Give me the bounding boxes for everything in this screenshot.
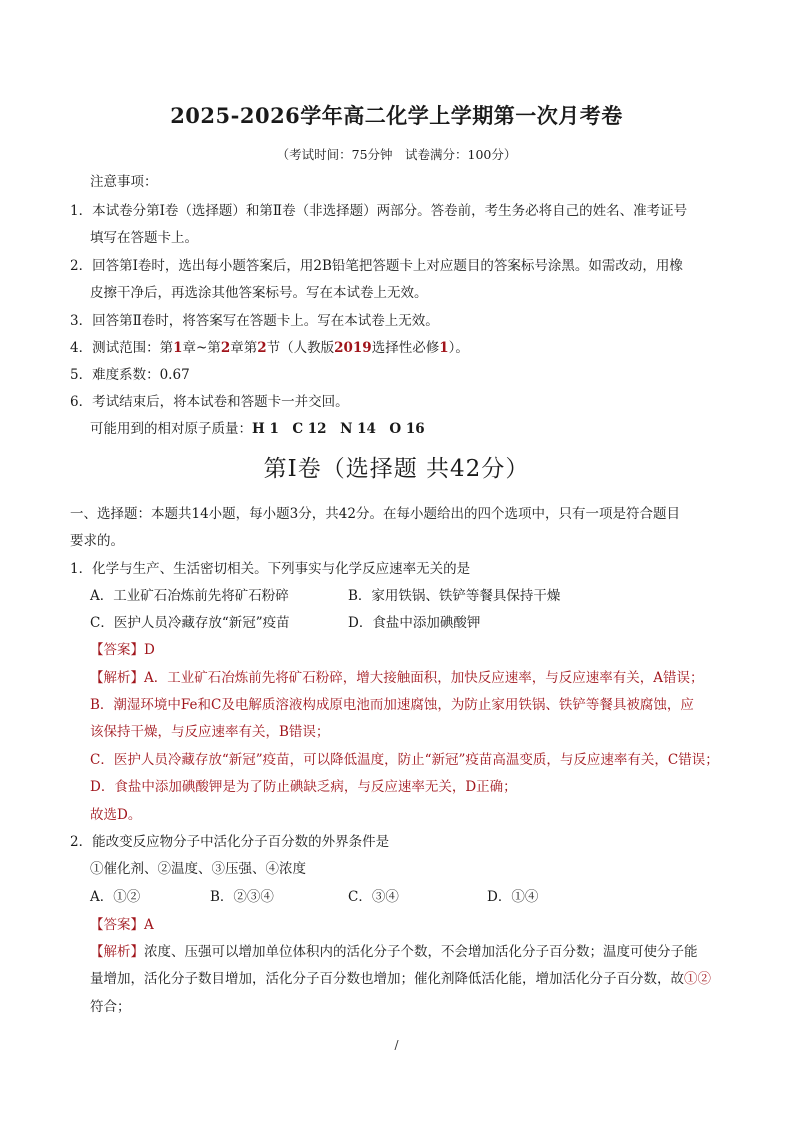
analysis-text: 浓度、压强可以增加单位体积内的活化分子个数，不会增加活化分子百分数；温度可使分子能: [144, 944, 698, 960]
question-2-option-a: A．①②: [90, 889, 141, 905]
analysis-label: 【解析】: [90, 670, 144, 686]
question-2-answer: [90, 915, 154, 935]
note-text: 回答第Ⅱ卷时，将答案写在答题卡上。写在本试卷上无效。: [92, 313, 439, 329]
highlight-num: 2: [220, 340, 231, 356]
note-text: 章第: [230, 340, 258, 356]
question-2-analysis-1: [90, 942, 698, 962]
question-1-option-b: B．家用铁锅、铁铲等餐具保持干燥: [348, 588, 561, 604]
note-text: 难度系数：0.67: [92, 367, 190, 383]
highlight-num: 2019: [334, 340, 372, 356]
note-text: 选择性必修: [371, 340, 440, 356]
question-2-option-d: D．①④: [487, 889, 539, 905]
question-2-analysis-3: 符合；: [90, 999, 131, 1015]
note-text: 考试结束后，将本试卷和答题卡一并交回。: [92, 394, 349, 410]
note-text: ）。: [448, 340, 469, 356]
note-text: 节（人教版: [266, 340, 335, 356]
analysis-label: 【解析】: [90, 944, 144, 960]
exam-subtitle: （考试时间：75分钟 试卷满分：100分）: [276, 147, 517, 162]
question-1-option-c: C．医护人员冷藏存放“新冠”疫苗: [90, 615, 290, 631]
question-1-analysis-6: 故选D。: [90, 807, 142, 823]
note-6: [70, 392, 349, 412]
atomic-mass-values: H 1 C 12 N 14 O 16: [252, 421, 425, 437]
analysis-highlight: ①②: [684, 971, 711, 987]
atomic-mass-line: [90, 419, 425, 439]
question-1-analysis-2: B．潮湿环境中Fe和C及电解质溶液构成原电池而加速腐蚀，为防止家用铁锅、铁铲等餐具被腐蚀，应: [90, 697, 694, 713]
note-text: 本试卷分第Ⅰ卷（选择题）和第Ⅱ卷（非选择题）两部分。答卷前，考生务必将自己的姓名、准考证号: [92, 203, 688, 219]
note-text: 测试范围：第: [92, 340, 174, 356]
note-number: 6．: [70, 394, 93, 410]
note-number: 2．: [70, 258, 93, 274]
note-3: [70, 311, 439, 331]
note-4: [70, 338, 469, 358]
question-1-analysis-3: 该保持干燥，与反应速率有关，B错误；: [90, 724, 330, 740]
question-2-option-c: C．③④: [348, 889, 399, 905]
question-1-option-d: D．食盐中添加碘酸钾: [348, 615, 481, 631]
answer-value: D: [144, 642, 155, 658]
atomic-mass-label: 可能用到的相对原子质量：: [90, 421, 252, 437]
answer-label: 【答案】: [90, 642, 144, 658]
question-1-answer: [90, 640, 155, 660]
question-1-analysis-5: D．食盐中添加碘酸钾是为了防止碘缺乏病，与反应速率无关，D正确；: [90, 779, 517, 795]
highlight-num: 1: [173, 340, 183, 356]
note-text: 章~第: [182, 340, 221, 356]
question-1-option-a: A．工业矿石冶炼前先将矿石粉碎: [90, 588, 289, 604]
question-1-stem: 1．化学与生产、生活密切相关。下列事实与化学反应速率无关的是: [70, 561, 471, 577]
notes-heading: 注意事项：: [90, 174, 158, 190]
note-number: 4．: [70, 340, 93, 356]
exam-title: 2025-2026学年高二化学上学期第一次月考卷: [170, 103, 623, 128]
question-1-analysis-1: [90, 668, 704, 688]
question-2-analysis-2: [90, 969, 711, 989]
note-text: 回答第Ⅰ卷时，选出每小题答案后，用2B铅笔把答题卡上对应题目的答案标号涂黑。如需改动，用橡: [92, 258, 683, 274]
section-title: 第Ⅰ卷（选择题 共42分）: [263, 456, 530, 482]
note-1-cont: 填写在答题卡上。: [90, 230, 198, 246]
question-2-option-b: B．②③④: [210, 889, 274, 905]
instructions-line-2: 要求的。: [70, 533, 124, 549]
question-2-stem: 2．能改变反应物分子中活化分子百分数的外界条件是: [70, 834, 390, 850]
note-number: 1．: [70, 203, 93, 219]
note-number: 5．: [70, 367, 93, 383]
question-2-conditions: ①催化剂、②温度、③压强、④浓度: [90, 861, 306, 877]
note-5: [70, 365, 190, 385]
highlight-num: 1: [439, 340, 449, 356]
page-footer: /: [394, 1038, 399, 1052]
highlight-num: 2: [257, 340, 267, 356]
note-number: 3．: [70, 313, 93, 329]
answer-label: 【答案】: [90, 917, 144, 933]
answer-value: A: [144, 917, 154, 933]
instructions-line-1: 一、选择题：本题共14小题，每小题3分，共42分。在每小题给出的四个选项中，只有一项是符合题目: [70, 506, 680, 522]
analysis-text: A．工业矿石冶炼前先将矿石粉碎，增大接触面积，加快反应速率，与反应速率有关，A错误；: [144, 670, 704, 686]
question-1-analysis-4: C．医护人员冷藏存放“新冠”疫苗，可以降低温度，防止“新冠”疫苗高温变质，与反应速率有关，C错误；: [90, 752, 719, 768]
note-2-cont: 皮擦干净后，再选涂其他答案标号。写在本试卷上无效。: [90, 285, 428, 301]
note-2: [70, 256, 683, 276]
analysis-text: 量增加，活化分子数目增加，活化分子百分数也增加；催化剂降低活化能，增加活化分子百分数，故: [90, 971, 684, 987]
note-1: [70, 201, 687, 221]
